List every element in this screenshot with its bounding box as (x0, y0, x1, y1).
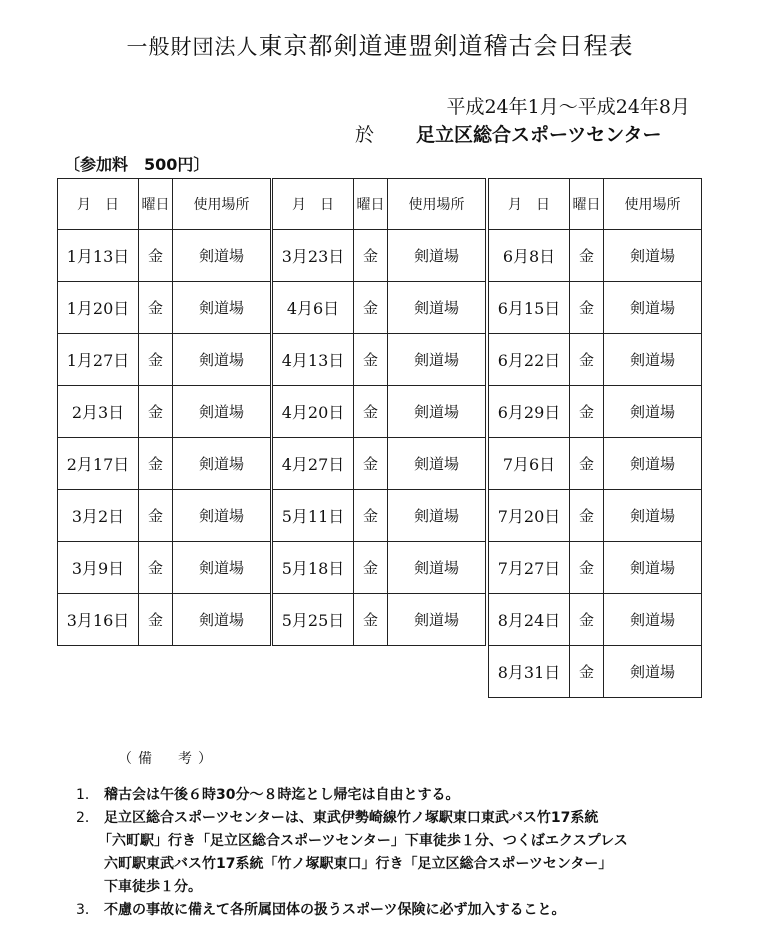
note-line: 足立区総合スポーツセンターは、東武伊勢崎線竹ノ塚駅東口東武バス竹17系統 (104, 810, 599, 826)
table-row (489, 646, 702, 698)
note-item (76, 807, 716, 899)
note-line: 「六町駅」行き「足立区総合スポーツセンター」下車徒歩１分、つくばエクスプレス (98, 833, 628, 849)
table-row (489, 282, 702, 334)
cell-place: 剣道場 (173, 386, 271, 438)
cell-place: 剣道場 (604, 594, 702, 646)
cell-day: 金 (139, 282, 173, 334)
header-place: 使用場所 (604, 179, 702, 230)
table-row (58, 542, 271, 594)
table-row (58, 386, 271, 438)
cell-place: 剣道場 (173, 230, 271, 282)
cell-place: 剣道場 (604, 230, 702, 282)
table-header-row (58, 179, 271, 230)
cell-date: 7月27日 (489, 542, 570, 594)
cell-date: 6月29日 (489, 386, 570, 438)
cell-date: 8月24日 (489, 594, 570, 646)
table-row (489, 386, 702, 438)
participation-fee: 〔参加料 500円〕 (64, 155, 210, 174)
cell-place: 剣道場 (604, 386, 702, 438)
cell-place: 剣道場 (388, 542, 486, 594)
cell-place: 剣道場 (388, 594, 486, 646)
cell-day: 金 (570, 646, 604, 698)
table-header-row (273, 179, 486, 230)
table-row (489, 594, 702, 646)
cell-place: 剣道場 (173, 334, 271, 386)
title-prefix: 一般財団法人 (126, 35, 259, 59)
note-number: 2． (76, 810, 99, 826)
cell-date: 5月18日 (273, 542, 354, 594)
cell-day: 金 (570, 490, 604, 542)
cell-date: 7月6日 (489, 438, 570, 490)
note-item (76, 784, 716, 807)
header-date: 月 日 (273, 179, 354, 230)
header-day: 曜日 (354, 179, 388, 230)
table-row (58, 594, 271, 646)
cell-day: 金 (139, 594, 173, 646)
notes-list (76, 784, 716, 922)
cell-day: 金 (354, 542, 388, 594)
cell-place: 剣道場 (604, 334, 702, 386)
cell-day: 金 (354, 490, 388, 542)
table-row (489, 542, 702, 594)
cell-date: 3月9日 (58, 542, 139, 594)
cell-date: 6月8日 (489, 230, 570, 282)
header-day: 曜日 (139, 179, 173, 230)
table-row (273, 438, 486, 490)
header-date: 月 日 (58, 179, 139, 230)
cell-day: 金 (354, 386, 388, 438)
table-row (58, 438, 271, 490)
table-row (489, 230, 702, 282)
cell-place: 剣道場 (388, 230, 486, 282)
cell-day: 金 (354, 282, 388, 334)
note-number: 3． (76, 902, 99, 918)
cell-day: 金 (570, 282, 604, 334)
cell-place: 剣道場 (173, 542, 271, 594)
cell-place: 剣道場 (173, 438, 271, 490)
cell-date: 5月11日 (273, 490, 354, 542)
header-day: 曜日 (570, 179, 604, 230)
table-row (489, 490, 702, 542)
cell-day: 金 (570, 386, 604, 438)
table-row (58, 230, 271, 282)
cell-day: 金 (570, 594, 604, 646)
notes-title: （備 考） (118, 751, 218, 767)
cell-date: 1月27日 (58, 334, 139, 386)
note-line: 不慮の事故に備えて各所属団体の扱うスポーツ保険に必ず加入すること。 (104, 902, 566, 918)
header-place: 使用場所 (173, 179, 271, 230)
cell-place: 剣道場 (173, 490, 271, 542)
title-main: 東京都剣道連盟剣道稽古会日程表 (258, 32, 634, 60)
cell-day: 金 (139, 490, 173, 542)
page-title (0, 26, 760, 61)
note-line: 下車徒歩１分。 (104, 879, 202, 895)
table-row (489, 334, 702, 386)
cell-date: 5月25日 (273, 594, 354, 646)
cell-day: 金 (354, 594, 388, 646)
cell-day: 金 (570, 230, 604, 282)
note-item (76, 899, 716, 922)
table-row (58, 334, 271, 386)
cell-day: 金 (354, 230, 388, 282)
table-row (489, 438, 702, 490)
cell-date: 2月3日 (58, 386, 139, 438)
cell-date: 6月22日 (489, 334, 570, 386)
cell-place: 剣道場 (604, 438, 702, 490)
schedule-table-column-2 (272, 178, 486, 646)
table-row (273, 386, 486, 438)
cell-day: 金 (139, 542, 173, 594)
cell-day: 金 (354, 334, 388, 386)
venue-name: 足立区総合スポーツセンター (416, 124, 662, 146)
table-row (273, 230, 486, 282)
cell-day: 金 (139, 334, 173, 386)
cell-date: 4月13日 (273, 334, 354, 386)
cell-place: 剣道場 (604, 282, 702, 334)
header-date: 月 日 (489, 179, 570, 230)
cell-day: 金 (570, 334, 604, 386)
cell-date: 6月15日 (489, 282, 570, 334)
cell-day: 金 (570, 438, 604, 490)
note-number: 1． (76, 787, 99, 803)
table-row (273, 542, 486, 594)
table-row (58, 282, 271, 334)
table-header-row (489, 179, 702, 230)
cell-date: 7月20日 (489, 490, 570, 542)
cell-date: 4月20日 (273, 386, 354, 438)
cell-date: 3月16日 (58, 594, 139, 646)
schedule-period: 平成24年1月～平成24年8月 (446, 96, 690, 118)
cell-day: 金 (570, 542, 604, 594)
schedule-table-column-3 (488, 178, 702, 698)
cell-place: 剣道場 (604, 490, 702, 542)
cell-date: 2月17日 (58, 438, 139, 490)
table-row (273, 594, 486, 646)
table-row (58, 490, 271, 542)
cell-day: 金 (354, 438, 388, 490)
table-row (273, 490, 486, 542)
cell-place: 剣道場 (388, 334, 486, 386)
cell-date: 4月27日 (273, 438, 354, 490)
cell-place: 剣道場 (173, 594, 271, 646)
cell-date: 8月31日 (489, 646, 570, 698)
table-row (273, 334, 486, 386)
cell-place: 剣道場 (173, 282, 271, 334)
note-line: 稽古会は午後６時30分～８時迄とし帰宅は自由とする。 (104, 787, 460, 803)
venue-label: 於 (355, 124, 375, 146)
cell-place: 剣道場 (388, 490, 486, 542)
cell-date: 1月20日 (58, 282, 139, 334)
cell-date: 3月2日 (58, 490, 139, 542)
cell-place: 剣道場 (604, 542, 702, 594)
note-line: 六町駅東武バス竹17系統「竹ノ塚駅東口」行き「足立区総合スポーツセンター」 (104, 856, 613, 872)
schedule-table-column-1 (57, 178, 271, 646)
venue-line (355, 120, 662, 147)
cell-place: 剣道場 (388, 438, 486, 490)
table-row (273, 282, 486, 334)
cell-day: 金 (139, 230, 173, 282)
header-place: 使用場所 (388, 179, 486, 230)
cell-date: 3月23日 (273, 230, 354, 282)
cell-date: 1月13日 (58, 230, 139, 282)
cell-day: 金 (139, 438, 173, 490)
cell-place: 剣道場 (388, 282, 486, 334)
cell-day: 金 (139, 386, 173, 438)
cell-place: 剣道場 (604, 646, 702, 698)
cell-date: 4月6日 (273, 282, 354, 334)
cell-place: 剣道場 (388, 386, 486, 438)
